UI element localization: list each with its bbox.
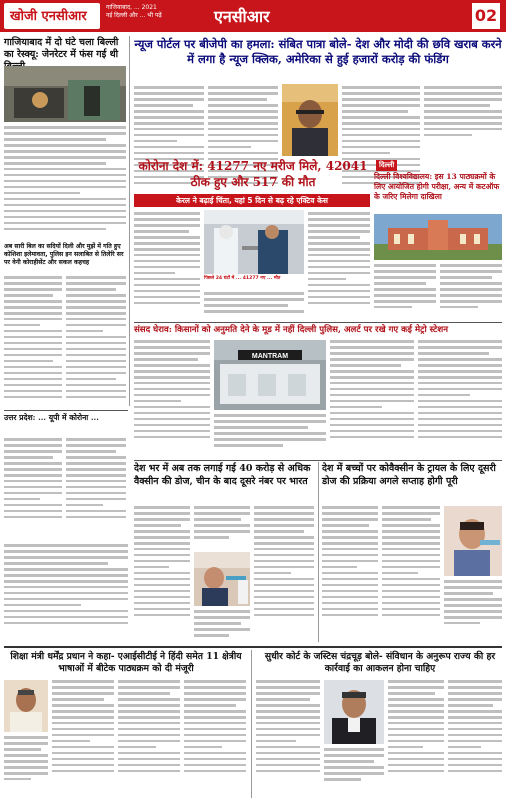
child-vaccine-headline: देश में बच्चों पर कोवैक्सीन के ट्रायल के लिए दूसरी डोज की प्रक्रिया अगले सप्ताह होगी पूरी xyxy=(322,463,496,487)
vaccine-body-col3 xyxy=(254,506,314,642)
sudhir-body-col2 xyxy=(324,748,384,798)
ghaziabad-cat-photo xyxy=(4,66,126,122)
dharmendra-body-col3 xyxy=(184,680,246,798)
masthead-meta-line2: नई दिल्ली और ... भी पढ़ें xyxy=(106,12,162,19)
parliament-body-col2 xyxy=(214,414,326,456)
dharmendra-body-col1 xyxy=(52,680,114,798)
ghaziabad-body xyxy=(4,126,126,242)
child-body-col3 xyxy=(444,580,502,642)
masthead xyxy=(0,0,506,32)
newspaper-logo: खोजी एनसीआर xyxy=(10,9,87,24)
justice-chandrachud-photo xyxy=(324,680,384,744)
ghaziabad-subhead: अब सारी बिल का सदियों दिली और मुझें में गति हुए कोशिशा इलेमावता, पुलिस इन सलाबित से तिलेरि सर पर वेनी कोराहीसेंट और सकल कहचह xyxy=(4,243,124,266)
column-divider-2 xyxy=(318,462,319,642)
corona-body-col2 xyxy=(204,292,304,320)
dharmendra-body-col2 xyxy=(118,680,180,798)
corona-caption: पिछले 24 घंटों में ... 41277 नए ... मौत xyxy=(204,276,281,281)
metro-station-photo xyxy=(214,340,326,410)
lucknow-body-col1 xyxy=(4,438,62,538)
page-number: 02 xyxy=(472,3,500,29)
column-divider-3 xyxy=(251,650,252,798)
patra-headline: न्यूज पोर्टल पर बीजेपी का हमला: संबित पात्रा बोले- देश और मोदी की छवि खराब करने में लगा है न्यूज क्लिक, अमेरिका से हुई हजारों करोड़ की फंडिंग xyxy=(134,37,502,66)
section-title: एनसीआर xyxy=(214,7,270,26)
left-lower-body xyxy=(4,544,128,642)
du-headline: दिल्ली विश्वविद्यालय: इस 13 पाठ्यक्रमों के लिए आयोजित होगी परीक्षा, अन्य में कटऑफ के जरिए मिलेगा दाखिला xyxy=(374,172,500,201)
vaccine-dose-headline: देश भर में अब तक लगाई गई 40 करोड़ से अधिक वैक्सीन की डोज, चीन के बाद दूसरे नंबर पर भारत xyxy=(134,463,311,487)
vaccination-photo xyxy=(194,552,250,606)
logo-box xyxy=(4,3,100,29)
sudhir-body-col1 xyxy=(256,680,320,798)
parliament-headline: संसद घेराव: किसानों को अनुमति देने के मूड में नहीं दिल्ली पुलिस, अलर्ट पर रखे गए कई मेट्रो स्टेशन xyxy=(134,325,448,335)
du-body-col1 xyxy=(374,264,436,320)
child-body-col2 xyxy=(382,506,440,642)
vaccine-body-col2 xyxy=(194,506,250,550)
ghaziabad-body-col2 xyxy=(66,276,126,406)
sudhir-headline: सुधीर कोर्ट के जस्टिस चंद्रचूड़ बोले- संविधान के अनुरूप राज्य की हर कार्रवाई का आकलन होना चाहिए xyxy=(264,651,496,674)
lucknow-body-col2 xyxy=(66,438,126,538)
parliament-body-col4 xyxy=(418,340,502,458)
lucknow-headline: उत्तर प्रदेश: ... यूपी में कोरोना ... xyxy=(4,413,99,422)
section-rule-2 xyxy=(134,460,502,461)
parliament-body-col1 xyxy=(134,340,210,458)
child-vaccination-photo xyxy=(444,506,502,576)
corona-banner: केरल ने बढ़ाई चिंता, यहां 5 दिन से बढ़ रहे एक्टिव केस xyxy=(134,194,370,207)
ghaziabad-body-col1 xyxy=(4,276,62,406)
du-kicker: दिल्ली xyxy=(376,160,397,171)
dharmendra-headline: शिक्षा मंत्री धर्मेंद्र प्रधान ने कहा- एआईसीटीई ने हिंदी समेत 11 क्षेत्रीय भाषाओं में बीटेक पाठ्यक्रम को दी मंजूरी xyxy=(10,651,242,674)
sudhir-body-col3 xyxy=(388,680,444,798)
corona-body-col1 xyxy=(134,212,200,320)
masthead-meta-line1: गाजियाबाद, ... 2021 xyxy=(106,4,157,11)
patra-body-col4 xyxy=(424,86,502,146)
du-body-col2 xyxy=(440,264,502,320)
masthead-meta xyxy=(106,4,226,20)
dharmendra-pradhan-photo xyxy=(4,680,48,732)
vaccine-body-col2b xyxy=(194,610,250,642)
vaccine-body-col1 xyxy=(134,506,190,642)
ghaziabad-headline: गाजियाबाद में दो घंटे चला बिल्ली का रेस्क्यू: जेनरेटर में फंस गई थी xyxy=(4,37,119,60)
sudhir-body-col4 xyxy=(448,680,502,798)
section-rule xyxy=(134,322,502,323)
left-rule xyxy=(4,410,128,411)
corona-body-col3 xyxy=(308,212,370,320)
parliament-body-col3 xyxy=(330,340,414,458)
du-building-photo xyxy=(374,214,502,260)
column-divider xyxy=(129,36,130,406)
dharmendra-body-col0 xyxy=(4,736,48,798)
metro-sign-text: MANTRAM xyxy=(251,353,289,360)
corona-headline: कोरोना देश में: 41277 नए मरीज मिले, 42041 ठीक हुए और 517 की मौत xyxy=(138,159,368,189)
child-body-col1 xyxy=(322,506,378,642)
corona-testing-photo xyxy=(204,210,304,274)
sambit-patra-photo xyxy=(282,84,338,156)
bottom-rule xyxy=(4,646,502,648)
